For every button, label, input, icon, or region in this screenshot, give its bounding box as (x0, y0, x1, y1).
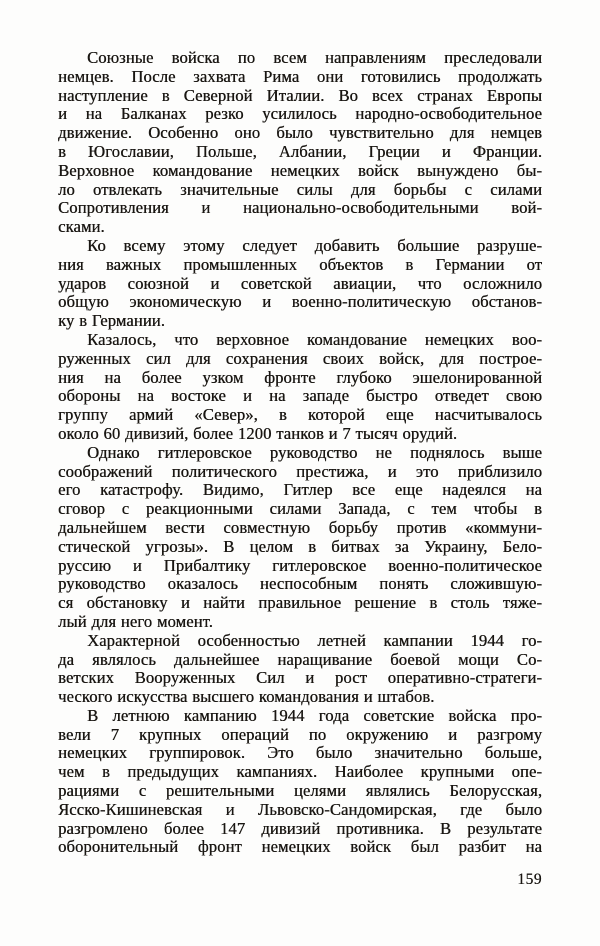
text-line: Однако гитлеровское руководство не поднялось выше (87, 442, 542, 462)
text-line: ся обстановку и найти правильное решение в столь тяже- (58, 593, 542, 613)
paragraph (58, 49, 542, 237)
text-line: ку в Германии. (58, 311, 165, 331)
paragraph (58, 331, 542, 444)
text-line: соображений политического престижа, и это приблизило (58, 461, 542, 481)
text-line: Верховное командование немецких войск вынуждено бы- (58, 160, 542, 180)
text-line: ветских Вооруженных Сил и рост оперативно-стратеги- (58, 668, 542, 688)
text-line: его катастрофу. Видимо, Гитлер все еще надеялся на (58, 480, 542, 500)
text-line: группу армий «Север», в которой еще насчитывалось (58, 405, 542, 425)
text-line: сговор с реакционными силами Запада, с тем чтобы в (58, 499, 542, 519)
text-line: ло отвлекать значительные силы для борьбы с силами (58, 179, 542, 199)
text-line: руженных сил для сохранения своих войск, для построе- (58, 348, 542, 368)
text-line: В летнюю кампанию 1944 года советские войска про- (87, 705, 542, 725)
text-line: Ко всему этому следует добавить большие разруше- (87, 235, 542, 255)
text-line: оборонительный фронт немецких войск был разбит на (58, 837, 542, 857)
text-line: рациями с решительными целями являлись Белорусская, (58, 781, 542, 801)
text-line: вели 7 крупных операций по окружению и разгрому (58, 724, 542, 744)
paragraph (58, 444, 542, 632)
text-line: немцев. После захвата Рима они готовились продолжать (58, 66, 542, 86)
text-line: Характерной особенностью летней кампании 1944 го- (87, 630, 542, 650)
page-number: 159 (517, 871, 542, 888)
text-line: наступление в Северной Италии. Во всех странах Европы (58, 85, 542, 105)
text-line: немецких группировок. Это было значительно больше, (58, 743, 542, 763)
text-line: руководство оказалось неспособным понять сложившую- (58, 574, 542, 594)
text-line: сками. (58, 217, 105, 237)
text-line: обороны на востоке и на западе быстро отведет свою (58, 386, 542, 406)
text-line: ческого искусства высшего командования и штабов. (58, 687, 435, 707)
text-line: ударов союзной и советской авиации, что осложнило (58, 273, 542, 293)
text-line: стической угрозы». В целом в битвах за Украину, Бело- (58, 536, 542, 556)
text-line: общую экономическую и военно-политическую обстанов- (58, 292, 542, 312)
text-line: да являлось дальнейшее наращивание боевой мощи Со- (58, 649, 542, 669)
paragraph (58, 707, 542, 857)
text-line: дальнейшем вести совместную борьбу против «коммуни- (58, 517, 542, 537)
text-line: Казалось, что верховное командование немецких воо- (87, 329, 542, 349)
paragraph (58, 632, 542, 707)
text-line: лый для него момент. (58, 611, 213, 631)
text-line: ния на более узком фронте глубоко эшелонированной (58, 367, 542, 387)
text-line: около 60 дивизий, более 1200 танков и 7 тысяч орудий. (58, 423, 458, 443)
text-line: Ясско-Кишиневская и Львовско-Сандомирская, где было (58, 799, 542, 819)
text-line: руссию и Прибалтику гитлеровское военно-политическое (58, 555, 542, 575)
page-text (58, 49, 542, 857)
text-line: ния важных промышленных объектов в Германии от (58, 254, 542, 274)
text-line: и на Балканах резко усилилось народно-освободительное (58, 104, 542, 124)
text-line: чем в предыдущих кампаниях. Наиболее крупными опе- (58, 762, 542, 782)
text-line: в Югославии, Польше, Албании, Греции и Франции. (58, 141, 542, 161)
text-line: Сопротивления и национально-освободительными вой- (58, 198, 542, 218)
text-line: разгромлено более 147 дивизий противника. В результате (58, 818, 542, 838)
text-line: движение. Особенно оно было чувствительно для немцев (58, 123, 542, 143)
text-line: Союзные войска по всем направлениям преследовали (87, 48, 542, 67)
paragraph (58, 237, 542, 331)
